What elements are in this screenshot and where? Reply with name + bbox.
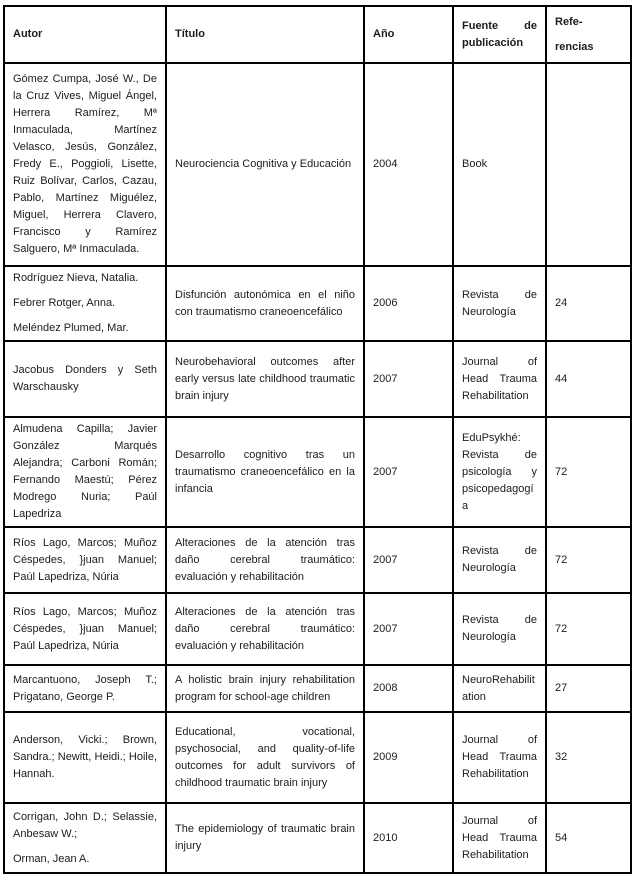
referencias-cell: 72 — [546, 417, 631, 527]
fuente-cell: Revista de Neurología — [453, 593, 546, 665]
titulo-cell: Disfunción autonómica en el niño con traumatismo craneoencefálico — [166, 266, 364, 341]
titulo-cell: The epidemiology of traumatic brain injury — [166, 803, 364, 873]
anio-cell: 2006 — [364, 266, 453, 341]
titulo-cell: Neurobehavioral outcomes after early versus late childhood traumatic brain injury — [166, 341, 364, 417]
table-row — [4, 417, 631, 527]
autor-cell: Anderson, Vicki.; Brown, Sandra.; Newitt, Heidi.; Hoile, Hannah. — [4, 712, 166, 803]
table-row — [4, 341, 631, 417]
titulo-cell: A holistic brain injury rehabilitation program for school-age children — [166, 665, 364, 712]
references-table — [3, 5, 632, 874]
header-titulo: Título — [166, 6, 364, 63]
autor-cell: Corrigan, John D.; Selassie, Anbesaw W.; Orman, Jean A. — [4, 803, 166, 873]
referencias-cell: 24 — [546, 266, 631, 341]
fuente-cell: Journal of Head Trauma Rehabilitation — [453, 341, 546, 417]
anio-cell: 2007 — [364, 527, 453, 593]
referencias-cell: 27 — [546, 665, 631, 712]
table-row — [4, 665, 631, 712]
autor-cell: Ríos Lago, Marcos; Muñoz Céspedes, }juan Manuel; Paúl Lapedriza, Núria — [4, 527, 166, 593]
titulo-cell: Neurociencia Cognitiva y Educación — [166, 63, 364, 266]
titulo-cell: Alteraciones de la atención tras daño cerebral traumático: evaluación y rehabilitación — [166, 527, 364, 593]
header-referencias: Refe- rencias — [546, 6, 631, 63]
autor-cell: Almudena Capilla; Javier González Marqués Alejandra; Carboni Román; Fernando Maestú; Pérez Modrego Nuria; Paúl Lapedriza — [4, 417, 166, 527]
referencias-cell: 32 — [546, 712, 631, 803]
fuente-cell: Book — [453, 63, 546, 266]
autor-cell: Ríos Lago, Marcos; Muñoz Céspedes, }juan Manuel; Paúl Lapedriza, Núria — [4, 593, 166, 665]
anio-cell: 2007 — [364, 341, 453, 417]
header-fuente: Fuente de publicación — [453, 6, 546, 63]
table-row — [4, 593, 631, 665]
header-autor: Autor — [4, 6, 166, 63]
table-row — [4, 266, 631, 341]
anio-cell: 2008 — [364, 665, 453, 712]
header-anio: Año — [364, 6, 453, 63]
fuente-cell: EduPsykhé: Revista de psicología y psicopedagogía — [453, 417, 546, 527]
autor-cell: Rodríguez Nieva, Natalia. Febrer Rotger, Anna. Meléndez Plumed, Mar. — [4, 266, 166, 341]
fuente-cell: Revista de Neurología — [453, 527, 546, 593]
table-row — [4, 527, 631, 593]
titulo-cell: Educational, vocational, psychosocial, and quality-of-life outcomes for adult survivors of childhood traumatic brain injury — [166, 712, 364, 803]
referencias-cell — [546, 63, 631, 266]
anio-cell: 2004 — [364, 63, 453, 266]
autor-cell: Jacobus Donders y Seth Warschausky — [4, 341, 166, 417]
table-row — [4, 803, 631, 873]
table-row — [4, 712, 631, 803]
fuente-cell: Revista de Neurología — [453, 266, 546, 341]
referencias-cell: 72 — [546, 593, 631, 665]
titulo-cell: Alteraciones de la atención tras daño cerebral traumático: evaluación y rehabilitación — [166, 593, 364, 665]
table-row — [4, 63, 631, 266]
fuente-cell: Journal of Head Trauma Rehabilitation — [453, 712, 546, 803]
anio-cell: 2009 — [364, 712, 453, 803]
fuente-cell: Journal of Head Trauma Rehabilitation — [453, 803, 546, 873]
referencias-cell: 72 — [546, 527, 631, 593]
autor-cell: Gómez Cumpa, José W., De la Cruz Vives, Miguel Ángel, Herrera Ramírez, Mª Inmaculada, Martínez Velasco, Jesús, González, Fredy E., Poggioli, Lisette, Ruiz Bolívar, Carlos, Cazau, Pablo, Martínez Miguélez, Miguel, Herrera Clavero, Francisco y Ramírez Salguero, Mª Inmaculada. — [4, 63, 166, 266]
autor-cell: Marcantuono, Joseph T.; Prigatano, George P. — [4, 665, 166, 712]
anio-cell: 2007 — [364, 593, 453, 665]
anio-cell: 2010 — [364, 803, 453, 873]
referencias-cell: 54 — [546, 803, 631, 873]
anio-cell: 2007 — [364, 417, 453, 527]
fuente-cell: NeuroRehabilitation — [453, 665, 546, 712]
header-row — [4, 6, 631, 63]
referencias-cell: 44 — [546, 341, 631, 417]
titulo-cell: Desarrollo cognitivo tras un traumatismo craneoencefálico en la infancia — [166, 417, 364, 527]
